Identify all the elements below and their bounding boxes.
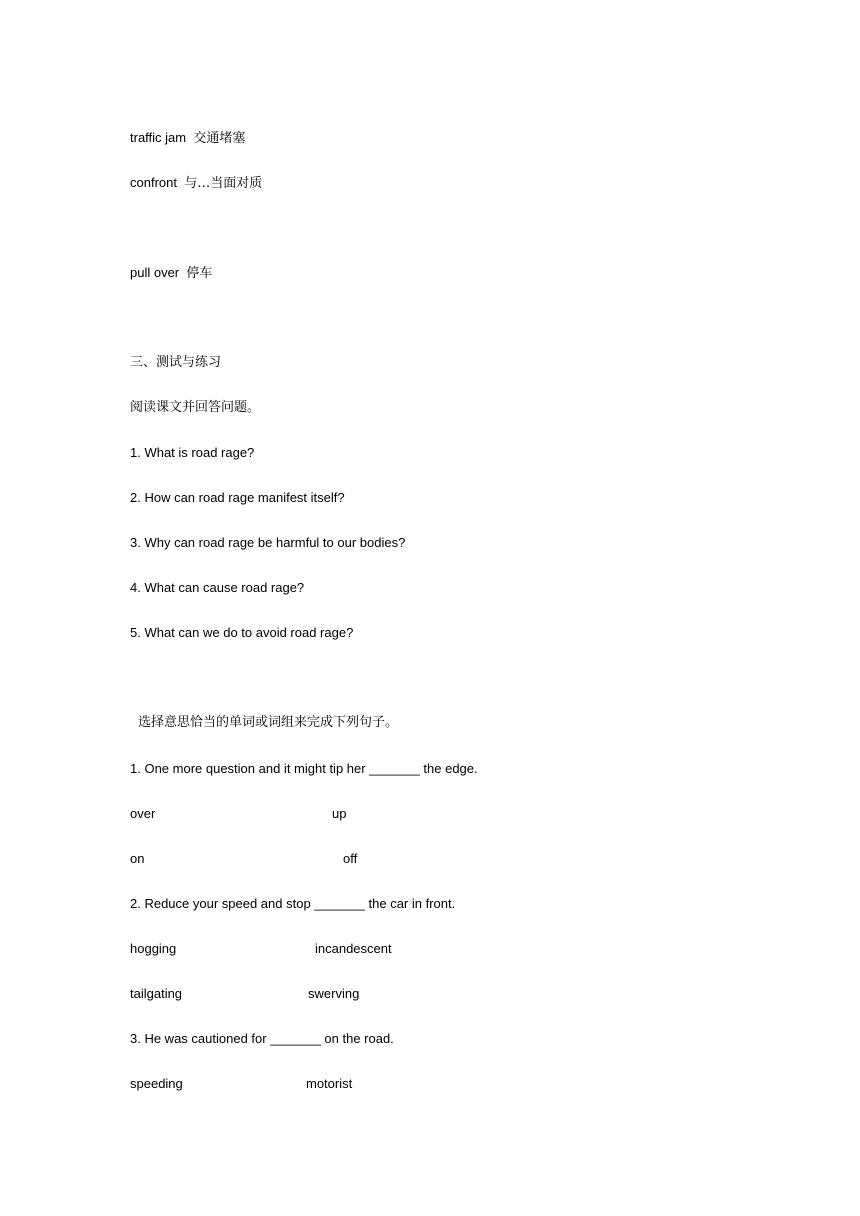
- vocab-item: [130, 129, 245, 148]
- answer-option: tailgating: [130, 986, 183, 1001]
- reading-question: 2. How can road rage manifest itself?: [130, 490, 345, 505]
- choice-instruction: 选择意思恰当的单词或词组来完成下列句子。: [138, 715, 399, 730]
- choice-question: 2. Reduce your speed and stop _______ the car in front.: [130, 896, 456, 911]
- answer-option: motorist: [306, 1076, 353, 1091]
- answer-option: up: [332, 806, 347, 821]
- vocab-term: traffic jam: [130, 130, 187, 145]
- answer-option: over: [130, 806, 156, 821]
- vocab-term: confront: [130, 175, 177, 190]
- choice-question: 3. He was cautioned for _______ on the road.: [130, 1031, 394, 1046]
- vocab-term: pull over: [130, 265, 180, 280]
- vocab-meaning: 停车: [186, 266, 213, 281]
- reading-question: 4. What can cause road rage?: [130, 580, 305, 595]
- vocab-meaning: 交通堵塞: [193, 131, 246, 146]
- answer-option: off: [343, 851, 358, 866]
- choice-question: 1. One more question and it might tip her _______ the edge.: [130, 761, 478, 776]
- vocab-meaning: 与…当面对质: [184, 176, 263, 191]
- answer-option: on: [130, 851, 145, 866]
- section-heading: 三、测试与练习: [130, 355, 222, 370]
- answer-option: hogging: [130, 941, 177, 956]
- reading-instruction: 阅读课文并回答问题。: [130, 400, 261, 415]
- answer-option: incandescent: [315, 941, 392, 956]
- reading-question: 5. What can we do to avoid road rage?: [130, 625, 354, 640]
- reading-question: 1. What is road rage?: [130, 445, 255, 460]
- answer-option: speeding: [130, 1076, 183, 1091]
- vocab-item: [130, 264, 212, 283]
- reading-question: 3. Why can road rage be harmful to our bodies?: [130, 535, 406, 550]
- vocab-item: [130, 174, 262, 193]
- answer-option: swerving: [308, 986, 360, 1001]
